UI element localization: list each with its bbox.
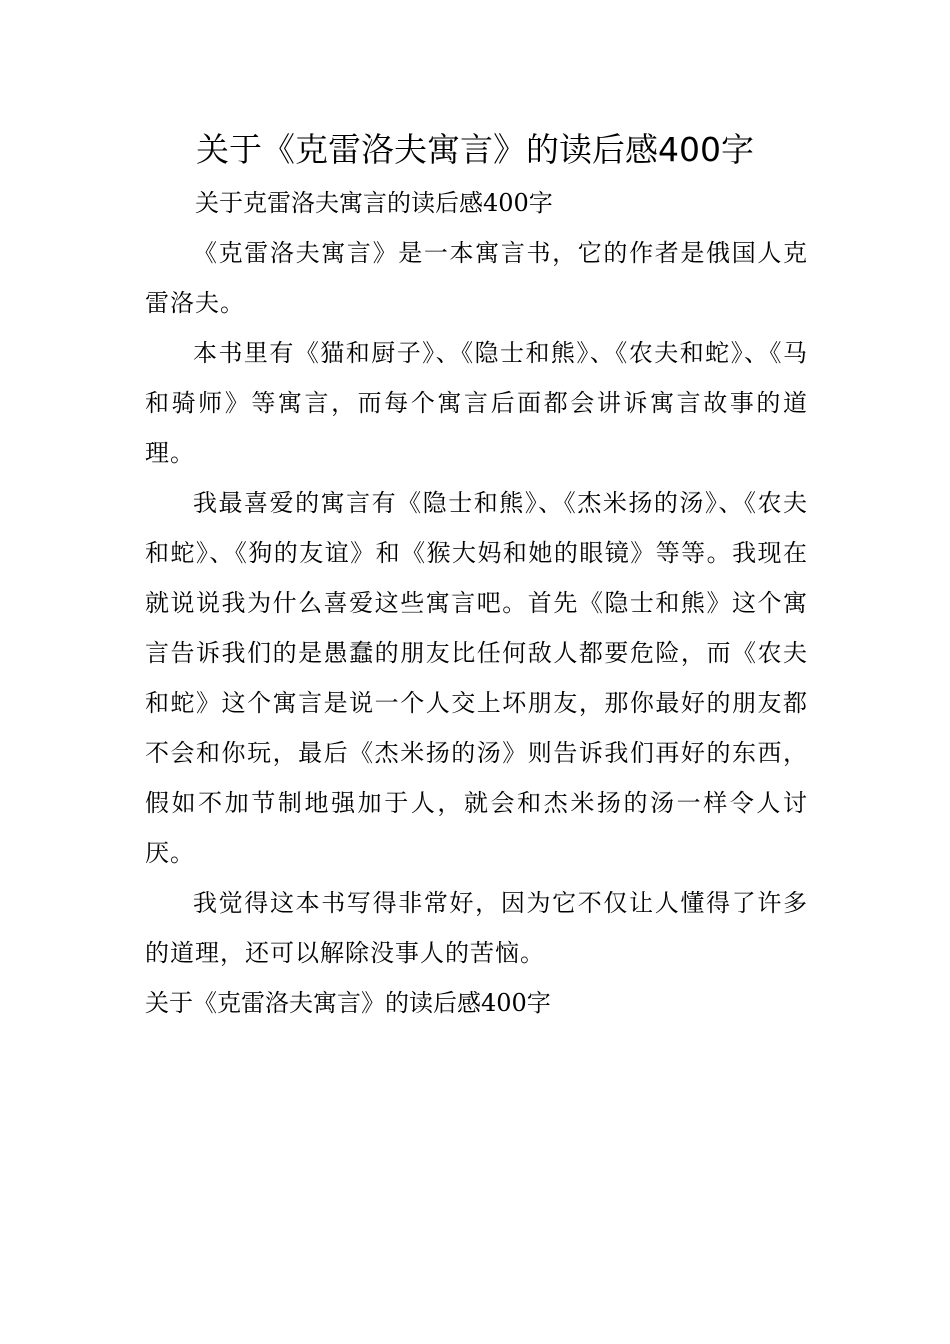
paragraph-4: 我觉得这本书写得非常好，因为它不仅让人懂得了许多的道理，还可以解除没事人的苦恼。 (145, 889, 808, 967)
document-footer: 关于《克雷洛夫寓言》的读后感400字 (145, 989, 551, 1017)
paragraph-3: 我最喜爱的寓言有《隐士和熊》、《杰米扬的汤》、《农夫和蛇》、《狗的友谊》和《猴大妈和她的眼镜》等等。我现在就说说我为什么喜爱这些寓言吧。首先《隐士和熊》这个寓言告诉我们的是愚蠢的朋友比任何敌人都要危险，而《农夫和蛇》这个寓言是说一个人交上坏朋友，那你最好的朋友都不会和你玩，最后《杰米扬的汤》则告诉我们再好的东西，假如不加节制地强加于人，就会和杰米扬的汤一样令人讨厌。 (145, 489, 808, 867)
paragraph-1: 《克雷洛夫寓言》是一本寓言书，它的作者是俄国人克雷洛夫。 (145, 239, 808, 317)
document-body (145, 178, 808, 1028)
paragraph-2: 本书里有《猫和厨子》、《隐士和熊》、《农夫和蛇》、《马和骑师》等寓言，而每个寓言后面都会讲诉寓言故事的道理。 (145, 339, 808, 467)
document-title: 关于《克雷洛夫寓言》的读后感400字 (196, 130, 754, 169)
document-subtitle: 关于克雷洛夫寓言的读后感400字 (195, 189, 553, 217)
